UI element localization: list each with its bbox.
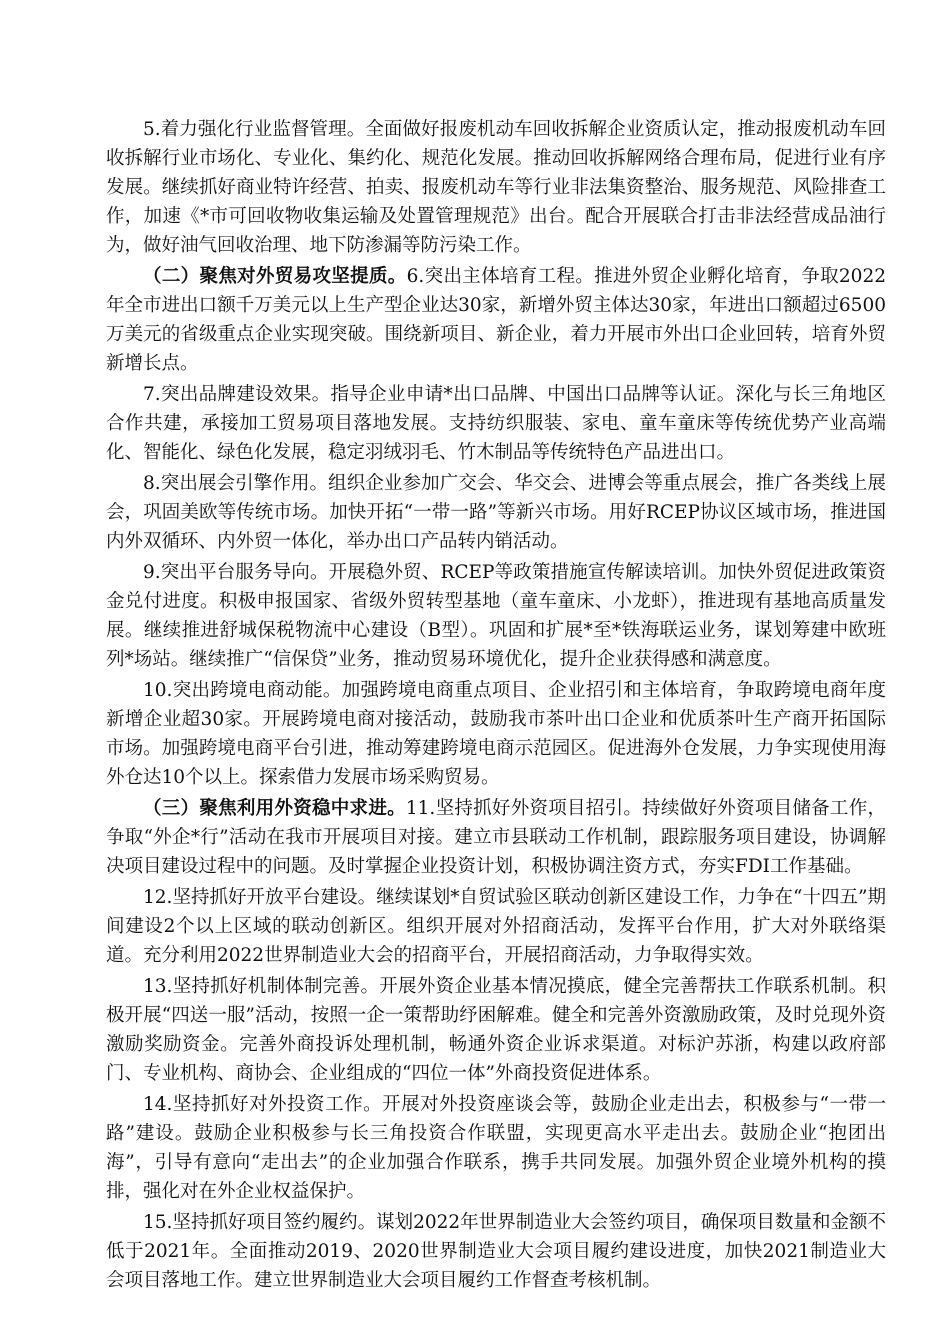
paragraph-item-9	[106, 558, 886, 674]
paragraph-text: 11.坚持抓好外资项目招引。持续做好外资项目储备工作，争取“外企*行”活动在我市开展项目对接。建立市县联动工作机制，跟踪服务项目建设，协调解决项目建设过程中的问题。及时掌握企业投资计划，积极协调注资方式，夯实FDI工作基础。	[106, 798, 886, 877]
paragraph-item-15	[106, 1208, 886, 1295]
paragraph-item-10	[106, 676, 886, 792]
paragraph-text: 8.突出展会引擎作用。组织企业参加广交会、华交会、进博会等重点展会，推广各类线上展会，巩固美欧等传统市场。加快开拓“一带一路”等新兴市场。用好RCEP协议区域市场，推进国内外双循环、内外贸一体化，举办出口产品转内销活动。	[106, 473, 886, 552]
paragraph-item-12	[106, 883, 886, 970]
paragraph-text: 12.坚持抓好开放平台建设。继续谋划*自贸试验区联动创新区建设工作，力争在“十四五”期间建设2个以上区域的联动创新区。组织开展对外招商活动，发挥平台作用，扩大对外联络渠道。充分利用2022世界制造业大会的招商平台，开展招商活动，力争取得实效。	[106, 887, 886, 966]
paragraph-text: 7.突出品牌建设效果。指导企业申请*出口品牌、中国出口品牌等认证。深化与长三角地区合作共建，承接加工贸易项目落地发展。支持纺织服装、家电、童车童床等传统优势产业高端化、智能化、绿色化发展，稳定羽绒羽毛、竹木制品等传统特色产品进出口。	[106, 384, 886, 463]
paragraph-item-13	[106, 972, 886, 1088]
paragraph-text: 15.坚持抓好项目签约履约。谋划2022年世界制造业大会签约项目，确保项目数量和金额不低于2021年。全面推动2019、2020世界制造业大会项目履约建设进度，加快2021制造业大会项目落地工作。建立世界制造业大会项目履约工作督查考核机制。	[106, 1212, 886, 1291]
paragraph-text: 13.坚持抓好机制体制完善。开展外资企业基本情况摸底，健全完善帮扶工作联系机制。积极开展“四送一服”活动，按照一企一策帮助纾困解难。健全和完善外资激励政策，及时兑现外资激励奖励资金。完善外商投诉处理机制，畅通外资企业诉求渠道。对标沪苏浙，构建以政府部门、专业机构、商协会、企业组成的“四位一体”外商投资促进体系。	[106, 976, 886, 1084]
paragraph-text: 6.突出主体培育工程。推进外贸企业孵化培育，争取2022年全市进出口额千万美元以上生产型企业达30家，新增外贸主体达30家，年进出口额超过6500万美元的省级重点企业实现突破。围绕新项目、新企业，着力开展市外出口企业回转，培育外贸新增长点。	[106, 266, 886, 374]
paragraph-section-3-item-11	[106, 794, 886, 881]
paragraph-text: 10.突出跨境电商动能。加强跨境电商重点项目、企业招引和主体培育，争取跨境电商年度新增企业超30家。开展跨境电商对接活动，鼓励我市茶叶出口企业和优质茶叶生产商开拓国际市场。加强跨境电商平台引进，推动筹建跨境电商示范园区。促进海外仓发展，力争实现使用海外仓达10个以上。探索借力发展市场采购贸易。	[106, 680, 886, 788]
paragraph-item-5	[106, 115, 886, 260]
paragraph-item-7	[106, 380, 886, 467]
section-heading-foreign-investment: （三）聚焦利用外资稳中求进。	[143, 798, 406, 819]
paragraph-section-2-item-6	[106, 262, 886, 378]
paragraph-text: 14.坚持抓好对外投资工作。开展对外投资座谈会等，鼓励企业走出去，积极参与“一带一路”建设。鼓励企业积极参与长三角投资合作联盟，实现更高水平走出去。鼓励企业“抱团出海”，引导有意向“走出去”的企业加强合作联系，携手共同发展。加强外贸企业境外机构的摸排，强化对在外企业权益保护。	[106, 1094, 886, 1202]
document-body	[106, 115, 886, 1297]
paragraph-item-14	[106, 1090, 886, 1206]
paragraph-item-8	[106, 469, 886, 556]
section-heading-foreign-trade: （二）聚焦对外贸易攻坚提质。	[143, 266, 407, 287]
paragraph-text: 5.着力强化行业监督管理。全面做好报废机动车回收拆解企业资质认定，推动报废机动车回收拆解行业市场化、专业化、集约化、规范化发展。推动回收拆解网络合理布局，促进行业有序发展。继续抓好商业特许经营、拍卖、报废机动车等行业非法集资整治、服务规范、风险排查工作，加速《*市可回收物收集运输及处置管理规范》出台。配合开展联合打击非法经营成品油行为，做好油气回收治理、地下防渗漏等防污染工作。	[106, 119, 886, 256]
paragraph-text: 9.突出平台服务导向。开展稳外贸、RCEP等政策措施宣传解读培训。加快外贸促进政策资金兑付进度。积极申报国家、省级外贸转型基地（童车童床、小龙虾），推进现有基地高质量发展。继续推进舒城保税物流中心建设（B型）。巩固和扩展*至*铁海联运业务，谋划筹建中欧班列*场站。继续推广“信保贷”业务，推动贸易环境优化，提升企业获得感和满意度。	[106, 562, 886, 670]
